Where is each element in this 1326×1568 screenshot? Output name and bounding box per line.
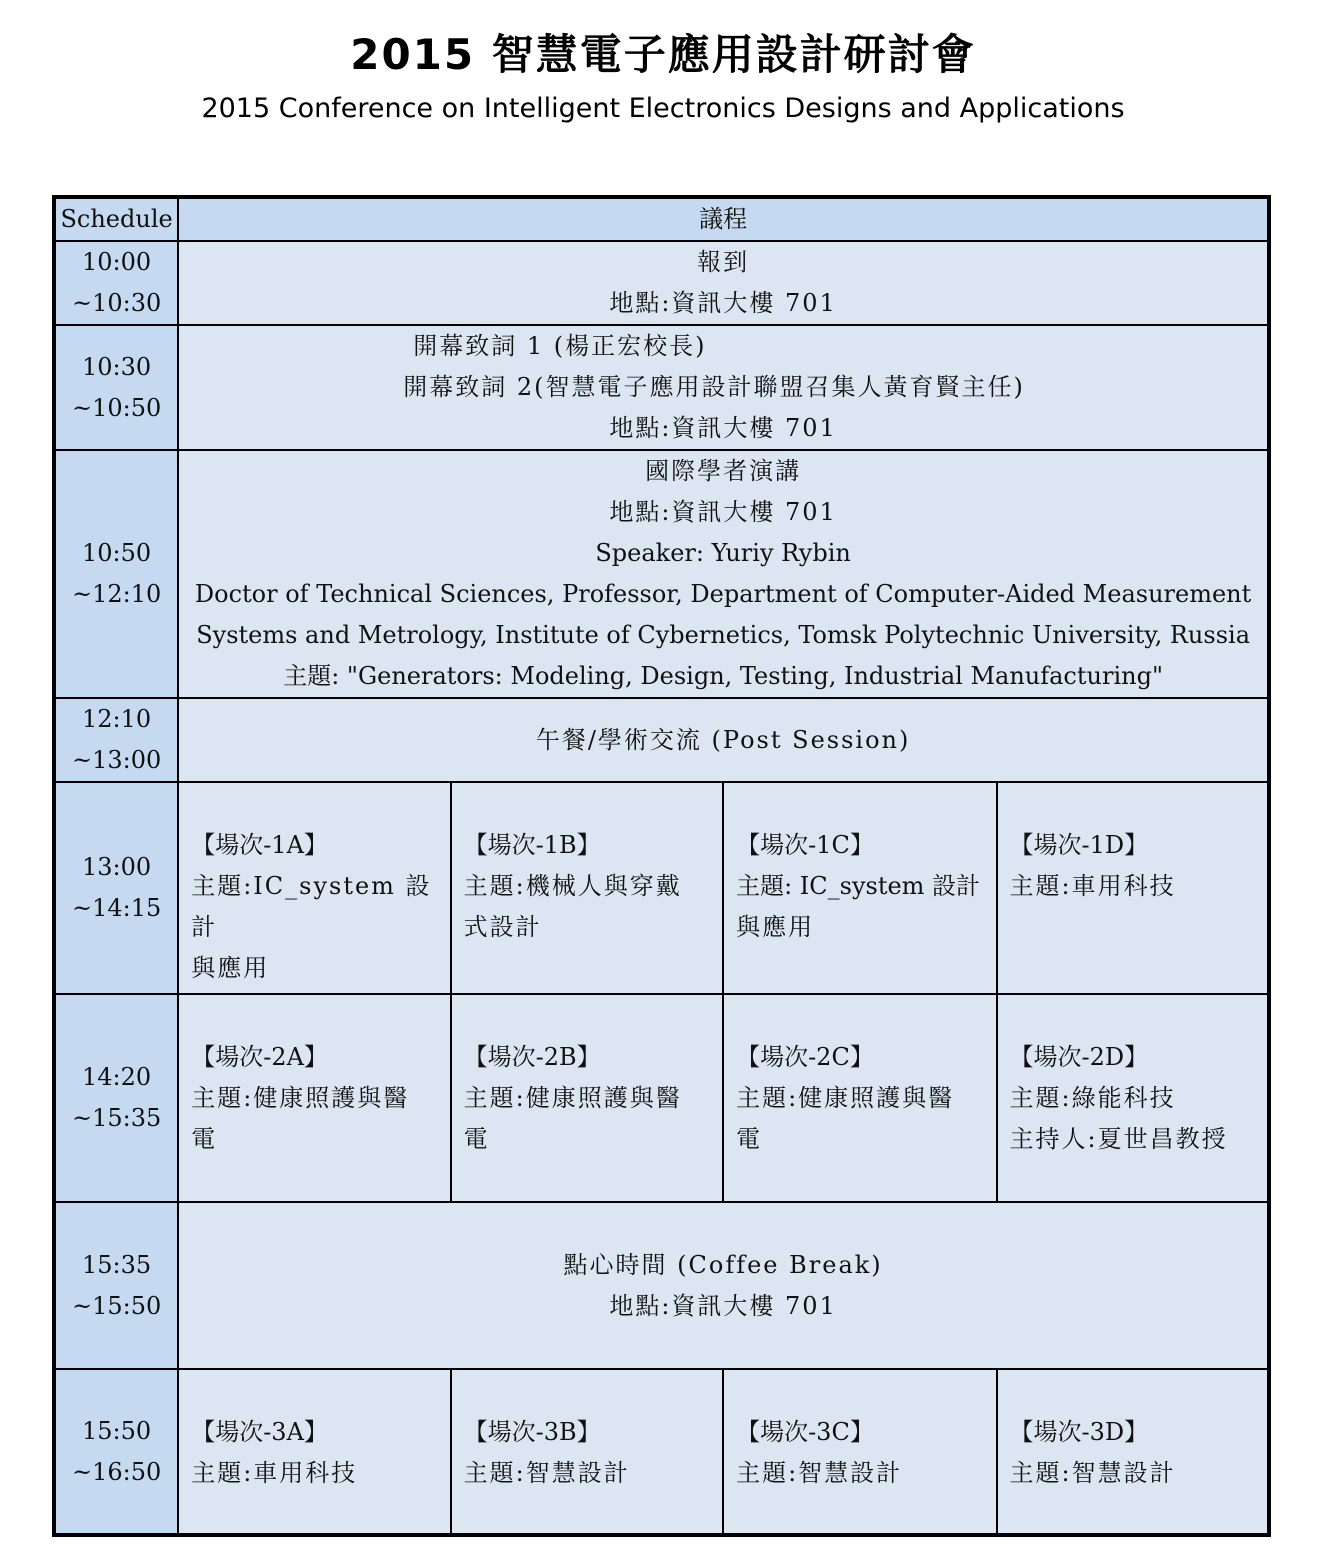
agenda-location: 地點:資訊大樓 701 (609, 498, 837, 526)
agenda-line: 開幕致詞 1 (楊正宏校長) (413, 332, 707, 360)
agenda-line: 國際學者演講 (645, 457, 802, 485)
session-name: 【場次-2B】 (463, 1043, 601, 1071)
session-cell-1a (178, 782, 450, 994)
session-name: 【場次-1A】 (191, 831, 328, 859)
agenda-line: 午餐/學術交流 (Post Session) (535, 725, 911, 754)
session-cell-3a (178, 1369, 450, 1535)
page-subtitle: 2015 Conference on Intelligent Electronics Designs and Applications (201, 93, 1125, 124)
agenda-line: 報到 (697, 248, 750, 276)
session-host: 主持人:夏世昌教授 (1009, 1125, 1228, 1153)
table-row (54, 450, 1269, 698)
session-name: 【場次-1C】 (736, 831, 874, 859)
time-end: ~14:15 (71, 894, 162, 922)
time-start: 14:20 (82, 1063, 152, 1091)
table-row (54, 241, 1269, 325)
session-topic: 主題:健康照護與醫 (736, 1084, 955, 1112)
speaker-affiliation: Systems and Metrology, Institute of Cybernetics, Tomsk Polytechnic University, Russia (196, 621, 1250, 649)
time-start: 15:35 (82, 1250, 152, 1279)
time-cell (54, 1202, 178, 1369)
page-title: 2015 智慧電子應用設計研討會 (350, 30, 976, 79)
agenda-column-header: 議程 (178, 197, 1269, 241)
agenda-line: 開幕致詞 2(智慧電子應用設計聯盟召集人黃育賢主任) (403, 373, 1025, 401)
time-end: ~15:50 (71, 1291, 162, 1320)
table-row (54, 698, 1269, 782)
time-end: ~16:50 (71, 1457, 162, 1486)
session-name: 【場次-2A】 (191, 1043, 328, 1071)
session-cell-2a (178, 994, 450, 1202)
time-cell (54, 325, 178, 450)
session-topic-cont: 電 (191, 1125, 218, 1153)
session-cell-2d (997, 994, 1269, 1202)
time-start: 10:30 (82, 352, 152, 381)
time-cell (54, 1369, 178, 1535)
time-start: 13:00 (82, 853, 152, 881)
session-cell-3d (997, 1369, 1269, 1535)
speaker-title: Doctor of Technical Sciences, Professor, Department of Computer-Aided Measurement (194, 580, 1252, 608)
time-cell (54, 782, 178, 994)
schedule-column-header: Schedule (54, 197, 178, 241)
time-end: ~10:30 (71, 289, 162, 317)
agenda-cell (178, 325, 1269, 450)
session-topic: 主題:機械人與穿戴 (463, 872, 682, 900)
time-end: ~13:00 (71, 746, 162, 774)
time-start: 12:10 (82, 705, 152, 733)
session-topic: 主題:智慧設計 (1009, 1459, 1176, 1487)
time-end: ~12:10 (71, 580, 162, 608)
session-topic: 主題:智慧設計 (736, 1459, 903, 1487)
session-topic: 主題:健康照護與醫 (191, 1084, 410, 1112)
session-topic: 主題:IC_system 設計 (191, 872, 432, 941)
session-cell-2c (723, 994, 996, 1202)
table-row (54, 325, 1269, 450)
time-end: ~15:35 (71, 1104, 162, 1132)
schedule-table (52, 195, 1271, 1537)
agenda-location: 地點:資訊大樓 701 (609, 289, 837, 317)
session-topic-cont: 電 (463, 1125, 490, 1153)
table-row (54, 782, 1269, 994)
time-cell (54, 241, 178, 325)
session-topic: 主題:智慧設計 (463, 1459, 630, 1487)
agenda-cell (178, 450, 1269, 698)
session-name: 【場次-1D】 (1009, 831, 1149, 859)
session-topic-cont: 與應用 (191, 954, 270, 982)
session-topic-cont: 與應用 (736, 913, 815, 941)
session-cell-3b (451, 1369, 723, 1535)
session-cell-1b (451, 782, 723, 994)
agenda-line: 點心時間 (Coffee Break) (563, 1250, 883, 1279)
session-name: 【場次-3C】 (736, 1418, 874, 1446)
time-end: ~10:50 (71, 393, 162, 422)
time-cell (54, 994, 178, 1202)
session-name: 【場次-2D】 (1009, 1043, 1149, 1071)
session-topic-cont: 式設計 (463, 913, 542, 941)
time-cell (54, 698, 178, 782)
session-topic: 主題: IC_system 設計 (736, 872, 981, 900)
agenda-location: 地點:資訊大樓 701 (609, 1291, 837, 1320)
table-row (54, 994, 1269, 1202)
agenda-cell (178, 241, 1269, 325)
session-name: 【場次-3A】 (191, 1418, 328, 1446)
session-topic: 主題:綠能科技 (1009, 1084, 1176, 1112)
session-topic: 主題:健康照護與醫 (463, 1084, 682, 1112)
session-cell-1d (997, 782, 1269, 994)
agenda-location: 地點:資訊大樓 701 (609, 414, 837, 442)
session-name: 【場次-3B】 (463, 1418, 601, 1446)
session-cell-1c (723, 782, 996, 994)
table-header-row (54, 197, 1269, 241)
time-start: 10:00 (82, 248, 152, 276)
time-start: 10:50 (82, 539, 152, 567)
session-name: 【場次-2C】 (736, 1043, 874, 1071)
session-topic: 主題:車用科技 (191, 1459, 358, 1487)
agenda-cell (178, 698, 1269, 782)
session-topic: 主題:車用科技 (1009, 872, 1176, 900)
session-cell-2b (451, 994, 723, 1202)
agenda-cell (178, 1202, 1269, 1369)
session-cell-3c (723, 1369, 996, 1535)
session-name: 【場次-1B】 (463, 831, 601, 859)
speaker-name: Speaker: Yuriy Rybin (595, 539, 851, 567)
talk-topic: 主題: "Generators: Modeling, Design, Testing, Industrial Manufacturing" (283, 662, 1163, 690)
session-topic-cont: 電 (736, 1125, 763, 1153)
table-row (54, 1202, 1269, 1369)
session-name: 【場次-3D】 (1009, 1418, 1149, 1446)
time-start: 15:50 (82, 1416, 152, 1445)
table-row (54, 1369, 1269, 1535)
time-cell (54, 450, 178, 698)
